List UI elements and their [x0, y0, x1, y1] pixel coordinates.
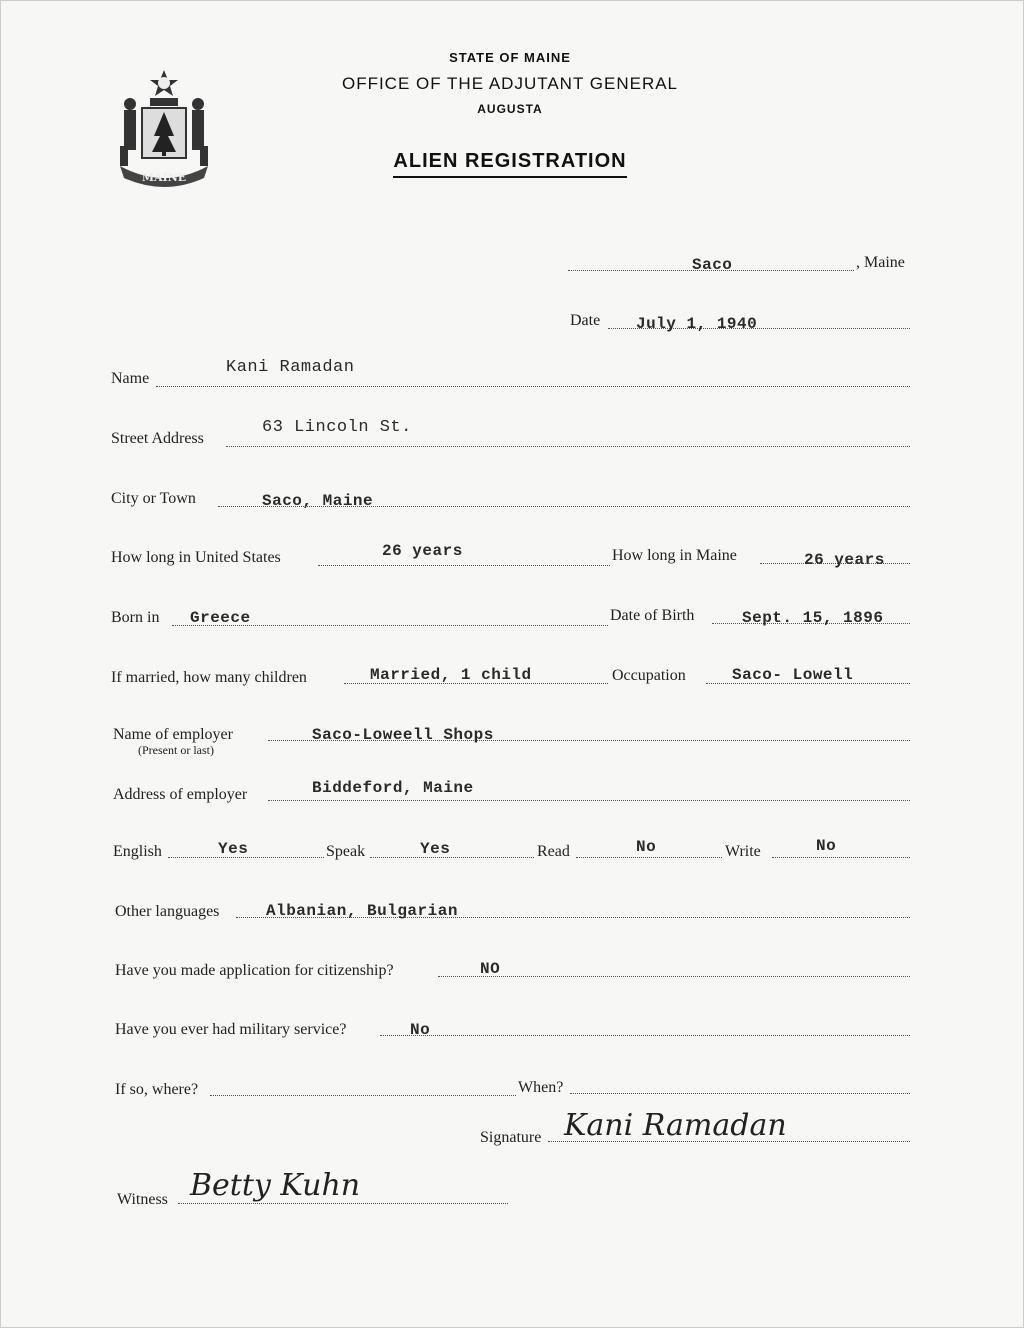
- us-duration-value: 26 years: [382, 542, 463, 560]
- write-line: [772, 857, 910, 858]
- place-value: Saco: [692, 256, 733, 274]
- english-value: Yes: [218, 840, 249, 858]
- street-label: Street Address: [111, 430, 204, 447]
- witness-label: Witness: [117, 1191, 168, 1208]
- military-label: Have you ever had military service?: [115, 1021, 347, 1038]
- employer-label: Name of employer: [113, 726, 233, 743]
- military-value: No: [410, 1021, 431, 1039]
- place-suffix: , Maine: [856, 254, 905, 271]
- languages-value: Albanian, Bulgarian: [266, 902, 458, 920]
- witness-value: Betty Kuhn: [190, 1168, 361, 1203]
- date-label: Date: [570, 312, 601, 329]
- read-label: Read: [537, 843, 570, 860]
- name-label: Name: [111, 370, 150, 387]
- citizenship-value: NO: [480, 960, 501, 978]
- maine-duration-value: 26 years: [804, 551, 885, 569]
- speak-line: [370, 857, 534, 858]
- seal-text: MAINE: [141, 171, 187, 184]
- born-value: Greece: [190, 609, 251, 627]
- speak-value: Yes: [420, 840, 451, 858]
- citizenship-label: Have you made application for citizenship?: [115, 962, 394, 979]
- write-value: No: [816, 837, 837, 855]
- signature-label: Signature: [480, 1129, 542, 1146]
- employer-sublabel: (Present or last): [138, 743, 214, 757]
- header-city: AUGUSTA: [477, 102, 543, 116]
- employer-address-value: Biddeford, Maine: [312, 779, 474, 797]
- witness-line: [178, 1203, 508, 1204]
- dob-label: Date of Birth: [610, 607, 695, 624]
- when-line: [570, 1093, 910, 1094]
- street-value: 63 Lincoln St.: [262, 418, 412, 437]
- military-line: [380, 1035, 910, 1036]
- street-line: [226, 446, 910, 447]
- dob-value: Sept. 15, 1896: [742, 609, 884, 627]
- write-label: Write: [725, 843, 761, 860]
- children-value: Married, 1 child: [370, 666, 532, 684]
- when-label: When?: [518, 1079, 564, 1096]
- header-state: STATE OF MAINE: [449, 50, 571, 65]
- employer-value: Saco-Loweell Shops: [312, 726, 494, 744]
- read-value: No: [636, 838, 657, 856]
- speak-label: Speak: [326, 843, 366, 860]
- occupation-value: Saco- Lowell: [732, 666, 854, 684]
- name-value: Kani Ramadan: [226, 358, 355, 377]
- languages-label: Other languages: [115, 903, 220, 920]
- citizenship-line: [438, 976, 910, 977]
- maine-duration-label: How long in Maine: [612, 547, 737, 564]
- city-label: City or Town: [111, 490, 196, 507]
- us-duration-label: How long in United States: [111, 549, 281, 566]
- born-label: Born in: [111, 609, 160, 626]
- english-label: English: [113, 843, 162, 860]
- city-value: Saco, Maine: [262, 492, 374, 510]
- us-duration-line: [318, 565, 610, 566]
- header-office: OFFICE OF THE ADJUTANT GENERAL: [341, 74, 679, 93]
- name-line: [156, 386, 910, 387]
- children-label: If married, how many children: [111, 669, 307, 686]
- form-title: [300, 150, 720, 173]
- date-value: July 1, 1940: [636, 315, 758, 333]
- signature-value: Kani Ramadan: [564, 1108, 787, 1143]
- read-line: [576, 857, 722, 858]
- form-title-text: ALIEN REGISTRATION: [393, 150, 626, 178]
- state-seal-icon: [112, 66, 216, 190]
- occupation-label: Occupation: [612, 667, 686, 684]
- where-label: If so, where?: [115, 1081, 199, 1098]
- employer-address-label: Address of employer: [113, 786, 248, 803]
- employer-address-line: [268, 800, 910, 801]
- where-line: [210, 1095, 516, 1096]
